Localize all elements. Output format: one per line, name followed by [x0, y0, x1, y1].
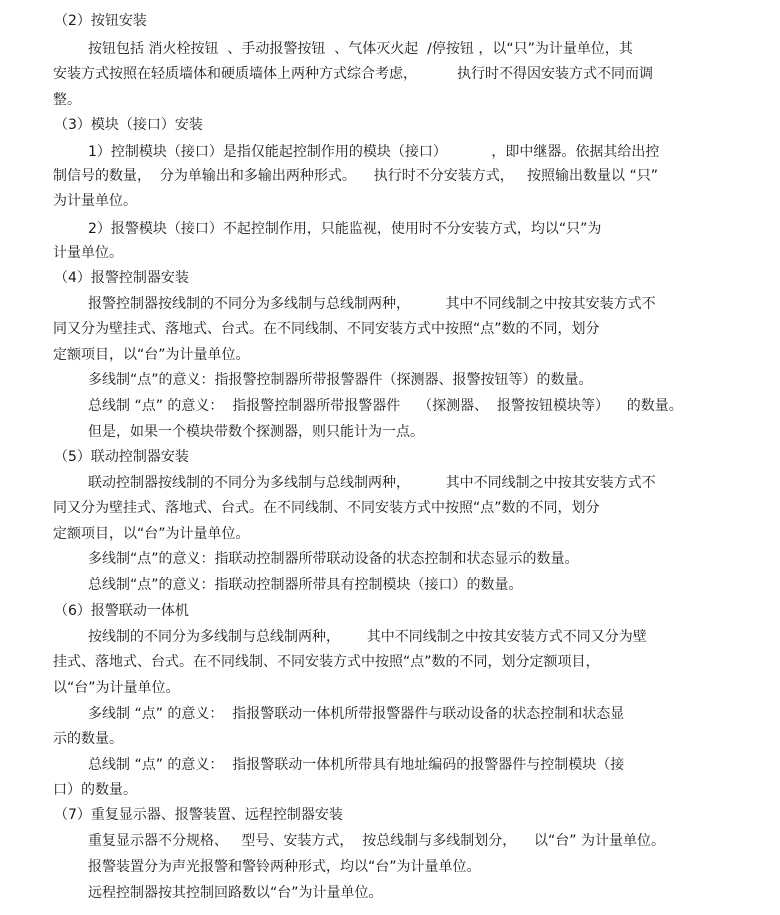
- paragraph-line: 报警控制器按线制的不同分为多线制与总线制两种， 其中不同线制之中按其安装方式不: [88, 296, 656, 312]
- paragraph-line: 同又分为壁挂式、落地式、台式。在不同线制、不同安装方式中按照“点”数的不同，划分: [53, 500, 600, 516]
- paragraph-line: 多线制 “点” 的意义： 指报警联动一体机所带报警器件与联动设备的状态控制和状态显: [88, 706, 625, 722]
- paragraph-line: 按钮包括 消火栓按钮 、手动报警按钮 、气体灭火起 /停按钮 ，以“只”为计量单位，其: [88, 41, 633, 57]
- paragraph-line: 整。: [53, 92, 81, 108]
- paragraph-line: 总线制“点”的意义：指联动控制器所带具有控制模块（接口）的数量。: [88, 577, 523, 593]
- paragraph-line: 挂式、落地式、台式。在不同线制、不同安装方式中按照“点”数的不同，划分定额项目，: [53, 654, 600, 670]
- paragraph-line: 总线制 “点” 的意义： 指报警控制器所带报警器件 （探测器、 报警按钮模块等） 的数量。: [88, 398, 683, 414]
- section-heading-button-install: （2）按钮安装: [54, 13, 147, 29]
- paragraph-line: 制信号的数量， 分为单输出和多输出两种形式。 执行时不分安装方式， 按照输出数量以 “只”: [53, 168, 659, 184]
- paragraph-line: 但是，如果一个模块带数个探测器，则只能计为一点。: [88, 424, 424, 440]
- paragraph-line: 示的数量。: [53, 731, 123, 747]
- paragraph-line: 定额项目，以“台”为计量单位。: [53, 347, 250, 363]
- paragraph-line: 按线制的不同分为多线制与总线制两种， 其中不同线制之中按其安装方式不同又分为壁: [88, 629, 647, 645]
- section-heading-alarm-controller: （4）报警控制器安装: [54, 270, 189, 286]
- section-heading-module-install: （3）模块（接口）安装: [54, 117, 203, 133]
- section-heading-repeater-display: （7）重复显示器、报警装置、远程控制器安装: [54, 807, 343, 823]
- paragraph-line: 为计量单位。: [53, 193, 137, 209]
- paragraph-line: 口）的数量。: [53, 782, 137, 798]
- paragraph-line: 2）报警模块（接口）不起控制作用，只能监视，使用时不分安装方式，均以“只”为: [88, 221, 602, 237]
- paragraph-line: 总线制 “点” 的意义： 指报警联动一体机所带具有地址编码的报警器件与控制模块（接: [88, 757, 625, 773]
- paragraph-line: 报警装置分为声光报警和警铃两种形式，均以“台”为计量单位。: [88, 859, 481, 875]
- paragraph-line: 以“台”为计量单位。: [53, 680, 180, 696]
- paragraph-line: 多线制“点”的意义：指联动控制器所带联动设备的状态控制和状态显示的数量。: [88, 551, 579, 567]
- paragraph-line: 联动控制器按线制的不同分为多线制与总线制两种， 其中不同线制之中按其安装方式不: [88, 475, 656, 491]
- paragraph-line: 定额项目，以“台”为计量单位。: [53, 526, 250, 542]
- paragraph-line: 1）控制模块（接口）是指仅能起控制作用的模块（接口） ，即中继器。依据其给出控: [88, 144, 660, 160]
- paragraph-line: 同又分为壁挂式、落地式、台式。在不同线制、不同安装方式中按照“点”数的不同，划分: [53, 321, 600, 337]
- paragraph-line: 远程控制器按其控制回路数以“台”为计量单位。: [88, 885, 383, 901]
- paragraph-line: 安装方式按照在轻质墙体和硬质墙体上两种方式综合考虑， 执行时不得因安装方式不同而调: [53, 66, 654, 82]
- paragraph-line: 重复显示器不分规格、 型号、安装方式， 按总线制与多线制划分， 以“台” 为计量单位。: [88, 833, 666, 849]
- section-heading-linkage-controller: （5）联动控制器安装: [54, 449, 189, 465]
- paragraph-line: 计量单位。: [53, 245, 123, 261]
- paragraph-line: 多线制“点”的意义：指报警控制器所带报警器件（探测器、报警按钮等）的数量。: [88, 372, 593, 388]
- section-heading-alarm-linkage-unit: （6）报警联动一体机: [54, 603, 189, 619]
